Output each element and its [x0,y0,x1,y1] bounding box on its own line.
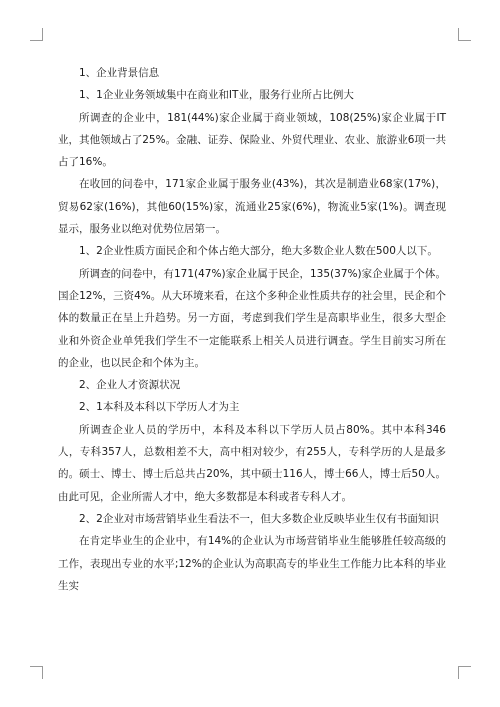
paragraph-graduate-views: 在肯定毕业生的企业中，有14%的企业认为市场营销毕业生能够胜任较高级的工作，表现出专业的水平;12%的企业认为高职高专的毕业生工作能力比本科的毕业生实 [58,535,446,592]
subheading-graduate-views: 2、2企业对市场营销毕业生看法不一，但大多数企业反映毕业生仅有书面知识 [79,512,439,525]
crop-mark-bottom-left [30,666,43,679]
crop-mark-top-right [458,28,471,41]
heading-talent-resources: 2、企业人才资源状况 [79,379,181,392]
heading-enterprise-background: 1、企业背景信息 [79,67,160,79]
subheading-business-fields: 1、1企业业务领域集中在商业和IT业，服务行业所占比例大 [79,89,354,102]
document-body [58,62,446,597]
paragraph-enterprise-nature: 所调查的问卷中，有171(47%)家企业属于民企，135(37%)家企业属于个体。国企12%，三资4%。从大环境来看，在这个多种企业性质共存的社会里，民企和个体的数量正在呈上升趋势。另一方面，考虑到我们学生是高职毕业生，很多大型企业和外资企业单凭我们学生不一定能联系上相关人员进行调查。学生目前实习所在的企业，也以民企和个体为主。 [58,267,446,369]
paragraph-education-level: 所调查企业人员的学历中，本科及本科以下学历人员占80%。其中本科346人，专科357人，总数相差不大，高中相对较少，有255人，专科学历的人是最多的。硕士、博士、博士后总共占20%，其中硕士116人，博士66人，博士后50人。由此可见，企业所需人才中，绝大多数都是本科或者专科人才。 [58,423,446,503]
crop-mark-bottom-right [458,666,471,679]
crop-mark-top-left [30,28,43,41]
paragraph-service-industry: 在收回的问卷中，171家企业属于服务业(43%)，其次是制造业68家(17%)，贸易62家(16%)，其他60(15%)家，流通业25家(6%)，物流业5家(1%)。调查现显示，服务业以绝对优势位居第一。 [58,178,446,236]
subheading-education-level: 2、1本科及本科以下学历人才为主 [79,401,240,414]
subheading-enterprise-nature: 1、2企业性质方面民企和个体占绝大部分，绝大多数企业人数在500人以下。 [79,245,438,258]
paragraph-business-fields: 所调查的企业中，181(44%)家企业属于商业领域，108(25%)家企业属于IT业，其他领域占了25%。金融、证券、保险业、外贸代理业、农业、旅游业6项一共占了16%。 [58,111,446,169]
